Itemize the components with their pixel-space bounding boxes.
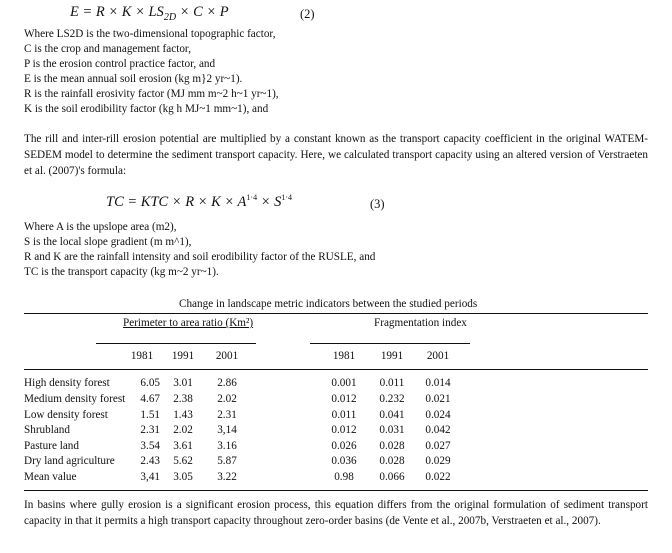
table-cell: 2.02 (173, 424, 193, 436)
table-cell: 0.232 (379, 393, 405, 405)
table-cell: 0.022 (425, 471, 451, 483)
table-cell: 3,14 (217, 424, 237, 436)
paragraph-transport-capacity: The rill and inter-rill erosion potential are multiplied by a constant known as the transport capacity coefficient in the original WATEM-SEDEM model to determine the sediment transport capacity. Here, we calculated transport capacity using an altered version of Verstraeten et al. (2007)'s formula: (24, 133, 648, 177)
definition-line: C is the crop and management factor, (24, 43, 191, 55)
definition-line: E is the mean annual soil erosion (kg m}2 yr~1). (24, 73, 243, 85)
table-bottom-rule (24, 490, 648, 491)
table-cell: 5.87 (217, 455, 237, 467)
equation-2-formula: $E = R \times K \times LS_{2D} \times C \times P$ (70, 4, 229, 23)
table-group1-header: Perimeter to area ratio (Km²) (123, 317, 254, 329)
table-cell: 0.036 (331, 455, 357, 467)
table-years-rule (24, 369, 648, 370)
table-cell: 0.028 (379, 440, 405, 452)
table-year-header: 2001 (426, 350, 450, 362)
table-cell: 1.51 (140, 409, 160, 421)
paragraph-gully-erosion: In basins where gully erosion is a significant erosion process, this equation differs from the original formulation of sediment transport capacity in that it permits a high transport capacity throughout zero-order basins (de Vente et al., 2007b, Verstraeten et al., 2007). (24, 499, 648, 527)
table-row-label: High density forest (24, 377, 110, 389)
table-cell: 2.43 (140, 455, 160, 467)
definition-line: P is the erosion control practice factor, and (24, 58, 216, 70)
table-header-rule-left (96, 343, 256, 344)
table-cell: 3,41 (140, 471, 160, 483)
table-cell: 6.05 (140, 377, 160, 389)
table-cell: 0.041 (379, 409, 405, 421)
table-cell: 0.021 (425, 393, 451, 405)
table-cell: 5.62 (173, 455, 193, 467)
table-year-header: 2001 (215, 350, 239, 362)
equation-2 (70, 4, 229, 24)
table-cell: 3.16 (217, 440, 237, 452)
table-title: Change in landscape metric indicators between the studied periods (179, 298, 478, 310)
table-top-rule (24, 313, 648, 314)
table-cell: 2.02 (217, 393, 237, 405)
table-year-header: 1981 (332, 350, 356, 362)
table-row-label: Mean value (24, 471, 77, 483)
table-cell: 0.026 (331, 440, 357, 452)
table-cell: 0.024 (425, 409, 451, 421)
table-group2-header: Fragmentation index (374, 317, 467, 329)
equation-3-number: (3) (370, 197, 385, 211)
table-cell: 0.98 (334, 471, 354, 483)
table-cell: 0.042 (425, 424, 451, 436)
table-cell: 0.012 (331, 424, 357, 436)
table-cell: 2.31 (217, 409, 237, 421)
table-cell: 2.38 (173, 393, 193, 405)
table-cell: 0.012 (331, 393, 357, 405)
table-cell: 0.001 (331, 377, 357, 389)
table-row-label: Pasture land (24, 440, 79, 452)
definition-line: Where LS2D is the two-dimensional topographic factor, (24, 28, 276, 40)
definition-line: S is the local slope gradient (m m^1), (24, 236, 192, 248)
equation-3 (106, 193, 292, 211)
definition-line: TC is the transport capacity (kg m~2 yr~1). (24, 266, 219, 278)
table-cell: 4.67 (140, 393, 160, 405)
definition-line: Where A is the upslope area (m2), (24, 221, 177, 233)
definition-line: R is the rainfall erosivity factor (MJ mm m~2 h~1 yr~1), (24, 88, 279, 100)
table-cell: 0.027 (425, 440, 451, 452)
table-cell: 0.011 (379, 377, 405, 389)
table-year-header: 1991 (380, 350, 404, 362)
definition-line: K is the soil erodibility factor (kg h MJ~1 mm~1), and (24, 103, 269, 115)
table-cell: 0.011 (331, 409, 357, 421)
table-cell: 3.05 (173, 471, 193, 483)
table-cell: 2.86 (217, 377, 237, 389)
table-year-header: 1981 (130, 350, 154, 362)
table-cell: 0.028 (379, 455, 405, 467)
equation-3-formula: TC = KTC × $R \times K \times A^{1\cdot 4} \times S^{1\cdot 4}$ (106, 193, 293, 210)
table-cell: 3.22 (217, 471, 237, 483)
table-header-rule-right (310, 343, 470, 344)
table-cell: 3.01 (173, 377, 193, 389)
table-cell: 0.066 (379, 471, 405, 483)
table-cell: 0.014 (425, 377, 451, 389)
table-row-label: Low density forest (24, 409, 108, 421)
table-row-label: Medium density forest (24, 393, 126, 405)
table-year-header: 1991 (171, 350, 195, 362)
definition-line: R and K are the rainfall intensity and soil erodibility factor of the RUSLE, and (24, 251, 376, 263)
table-cell: 0.029 (425, 455, 451, 467)
table-cell: 0.031 (379, 424, 405, 436)
table-cell: 2.31 (140, 424, 160, 436)
equation-2-number: (2) (300, 7, 315, 21)
table-cell: 3.54 (140, 440, 160, 452)
table-cell: 3.61 (173, 440, 193, 452)
table-row-label: Shrubland (24, 424, 70, 436)
table-cell: 1.43 (173, 409, 193, 421)
table-row-label: Dry land agriculture (24, 455, 115, 467)
